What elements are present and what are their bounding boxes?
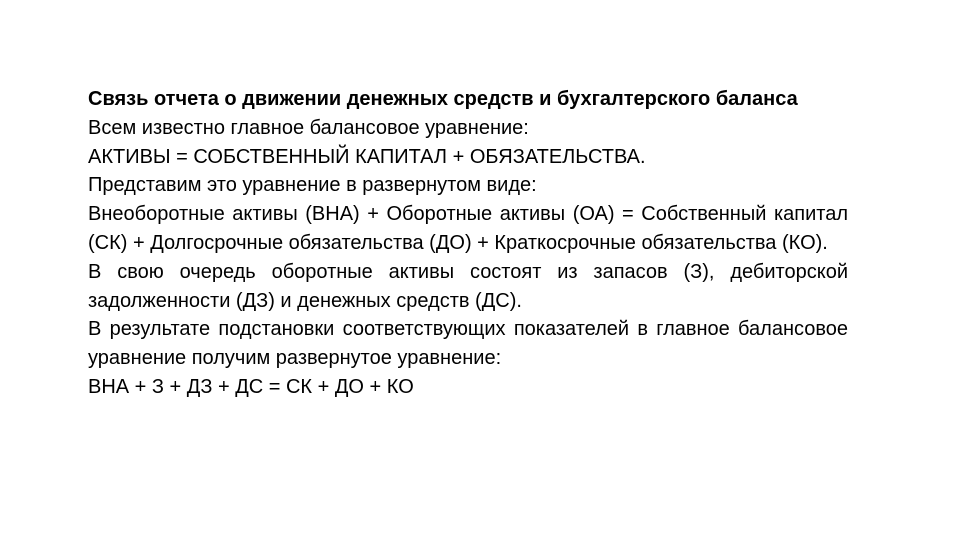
paragraph-expanded-equation: Внеоборотные активы (ВНА) + Оборотные активы (ОА) = Собственный капитал (СК) + Долгосрочные обязательства (ДО) + Краткосрочные обязательства (КО). [88, 203, 848, 254]
paragraph-expanded-intro: Представим это уравнение в развернутом виде: [88, 174, 537, 197]
slide-text-block [88, 85, 848, 402]
slide-title: Связь отчета о движении денежных средств и бухгалтерского баланса [88, 88, 798, 110]
paragraph-final-equation: ВНА + З + ДЗ + ДС = СК + ДО + КО [88, 375, 414, 398]
paragraph-main-equation: АКТИВЫ = СОБСТВЕННЫЙ КАПИТАЛ + ОБЯЗАТЕЛЬСТВА. [88, 145, 646, 168]
paragraph-intro: Всем известно главное балансовое уравнение: [88, 116, 529, 139]
paragraph-current-assets: В свою очередь оборотные активы состоят из запасов (З), дебиторской задолженности (ДЗ) и денежных средств (ДС). [88, 260, 848, 312]
paragraph-substitution: В результате подстановки соответствующих показателей в главное балансовое уравнение получим развернутое уравнение: [88, 318, 848, 370]
